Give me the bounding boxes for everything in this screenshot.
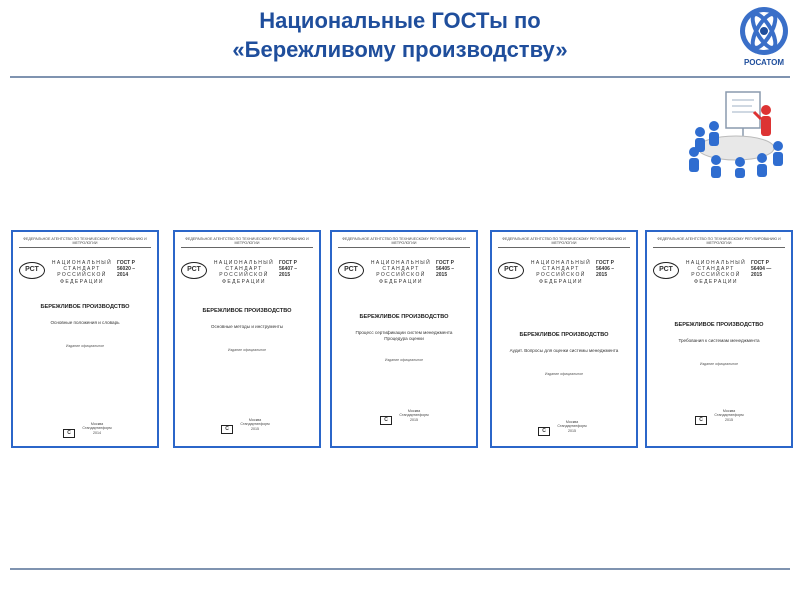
document-series: БЕРЕЖЛИВОЕ ПРОИЗВОДСТВО <box>202 308 292 314</box>
gost-emblem-icon: РСТ <box>338 262 364 279</box>
gost-emblem-icon: РСТ <box>653 262 679 279</box>
agency-header: ФЕДЕРАЛЬНОЕ АГЕНТСТВО ПО ТЕХНИЧЕСКОМУ РЕГУЛИРОВАНИЮ И МЕТРОЛОГИИ <box>19 237 151 248</box>
standard-block <box>370 260 432 285</box>
title-line-1: Национальные ГОСТы по <box>259 8 541 33</box>
atom-icon <box>734 4 794 58</box>
publisher-mark-icon: С <box>221 425 233 434</box>
publisher-info <box>394 409 434 422</box>
standard-line: НАЦИОНАЛЬНЫЙ <box>685 260 747 266</box>
publisher-line: Москва <box>407 409 421 413</box>
publisher-info <box>235 418 275 431</box>
standard-block <box>530 260 592 285</box>
gost-number <box>117 260 157 278</box>
gost-number-line: 56407 – <box>279 266 298 272</box>
gost-number <box>436 260 476 278</box>
publisher-line: Стандартинформ <box>557 424 587 429</box>
publisher-info <box>709 409 749 422</box>
gost-number <box>279 260 319 278</box>
standard-line: СТАНДАРТ <box>542 266 580 273</box>
document-series: БЕРЕЖЛИВОЕ ПРОИЗВОДСТВО <box>519 332 609 338</box>
logo-text: РОСАТОМ <box>744 58 784 67</box>
standard-line: ФЕДЕРАЦИИ <box>60 278 104 285</box>
gost-number <box>751 260 791 278</box>
standard-line: ФЕДЕРАЦИИ <box>222 278 266 285</box>
gost-number-line: ГОСТ Р <box>751 260 769 266</box>
standard-line: СТАНДАРТ <box>382 266 420 273</box>
edition-note: Издание официальное <box>699 362 739 366</box>
gost-number-line: 56020 – <box>117 266 136 272</box>
publisher-line: 2015 <box>251 426 259 431</box>
standard-block <box>213 260 275 285</box>
top-divider <box>10 76 790 78</box>
publisher-line: 2015 <box>568 428 576 433</box>
gost-number-line: 56406 – <box>596 266 615 272</box>
publisher-line: Москва <box>722 409 736 413</box>
standard-line: ФЕДЕРАЦИИ <box>539 278 583 285</box>
publisher-info <box>552 420 592 433</box>
document-series: БЕРЕЖЛИВОЕ ПРОИЗВОДСТВО <box>674 322 764 328</box>
gost-number-line: 2015 <box>436 272 448 278</box>
rosatom-logo <box>734 4 794 72</box>
standard-block <box>51 260 113 285</box>
standard-line: НАЦИОНАЛЬНЫЙ <box>370 260 432 266</box>
publisher-line: Стандартинформ <box>240 422 270 427</box>
agency-header: ФЕДЕРАЛЬНОЕ АГЕНТСТВО ПО ТЕХНИЧЕСКОМУ РЕГУЛИРОВАНИЮ И МЕТРОЛОГИИ <box>498 237 630 248</box>
standard-line: РОССИЙСКОЙ <box>536 272 586 279</box>
standard-line: НАЦИОНАЛЬНЫЙ <box>530 260 592 266</box>
standard-line: РОССИЙСКОЙ <box>376 272 426 279</box>
gost-document-5 <box>645 230 793 448</box>
document-subtitle <box>500 348 628 354</box>
gost-document-2 <box>173 230 321 448</box>
publisher-line: Стандартинформ <box>714 413 744 418</box>
gost-number-line: ГОСТ Р <box>436 260 454 266</box>
document-subtitle <box>21 320 149 326</box>
document-subtitle <box>183 324 311 330</box>
subtitle-line: Основные методы и инструменты <box>210 324 284 329</box>
gost-document-1 <box>11 230 159 448</box>
standard-line: РОССИЙСКОЙ <box>691 272 741 279</box>
slide-title <box>170 6 630 64</box>
publisher-line: Москва <box>565 420 579 424</box>
standard-line: НАЦИОНАЛЬНЫЙ <box>51 260 113 266</box>
publisher-line: Москва <box>90 422 104 426</box>
document-series: БЕРЕЖЛИВОЕ ПРОИЗВОДСТВО <box>359 314 449 320</box>
subtitle-line: Требования к системам менеджмента <box>678 338 760 343</box>
gost-emblem-icon: РСТ <box>181 262 207 279</box>
agency-header: ФЕДЕРАЛЬНОЕ АГЕНТСТВО ПО ТЕХНИЧЕСКОМУ РЕГУЛИРОВАНИЮ И МЕТРОЛОГИИ <box>338 237 470 248</box>
gost-emblem-icon: РСТ <box>498 262 524 279</box>
standard-block <box>685 260 747 285</box>
gost-number-line: ГОСТ Р <box>117 260 135 266</box>
subtitle-line: Процедура оценки <box>384 335 424 341</box>
standard-line: РОССИЙСКОЙ <box>219 272 269 279</box>
publisher-line: 2015 <box>410 417 418 422</box>
gost-number-line: 2015 <box>279 272 291 278</box>
document-series: БЕРЕЖЛИВОЕ ПРОИЗВОДСТВО <box>40 304 130 310</box>
gost-number-line: ГОСТ Р <box>596 260 614 266</box>
agency-header: ФЕДЕРАЛЬНОЕ АГЕНТСТВО ПО ТЕХНИЧЕСКОМУ РЕГУЛИРОВАНИЮ И МЕТРОЛОГИИ <box>653 237 785 248</box>
standard-line: ФЕДЕРАЦИИ <box>379 278 423 285</box>
bottom-divider <box>10 568 790 570</box>
presentation-clipart <box>682 88 790 178</box>
subtitle-line: Процесс сертификации систем менеджмента <box>355 330 453 335</box>
subtitle-line: Основные положения и словарь <box>50 320 120 325</box>
gost-number <box>596 260 636 278</box>
publisher-line: Стандартинформ <box>399 413 429 418</box>
gost-number-line: 56404 — <box>751 266 772 272</box>
document-subtitle <box>655 338 783 344</box>
edition-note: Издание официальное <box>227 348 267 352</box>
title-line-2: «Бережливому производству» <box>232 37 568 62</box>
gost-number-line: 2015 <box>596 272 608 278</box>
publisher-mark-icon: С <box>63 429 75 438</box>
edition-note: Издание официальное <box>65 344 105 348</box>
document-subtitle <box>340 330 468 341</box>
gost-number-line: 56405 – <box>436 266 455 272</box>
gost-number-line: ГОСТ Р <box>279 260 297 266</box>
publisher-mark-icon: С <box>695 416 707 425</box>
standard-line: СТАНДАРТ <box>63 266 101 273</box>
publisher-mark-icon: С <box>380 416 392 425</box>
agency-header: ФЕДЕРАЛЬНОЕ АГЕНТСТВО ПО ТЕХНИЧЕСКОМУ РЕГУЛИРОВАНИЮ И МЕТРОЛОГИИ <box>181 237 313 248</box>
publisher-line: 2015 <box>725 417 733 422</box>
standard-line: НАЦИОНАЛЬНЫЙ <box>213 260 275 266</box>
standard-line: ФЕДЕРАЦИИ <box>694 278 738 285</box>
edition-note: Издание официальное <box>544 372 584 376</box>
subtitle-line: Аудит. Вопросы для оценки системы менеджмента <box>509 348 619 353</box>
gost-emblem-icon: РСТ <box>19 262 45 279</box>
publisher-line: Стандартинформ <box>82 426 112 431</box>
standard-line: СТАНДАРТ <box>225 266 263 273</box>
gost-document-4 <box>490 230 638 448</box>
publisher-line: 2014 <box>93 430 101 435</box>
publisher-mark-icon: С <box>538 427 550 436</box>
gost-number-line: 2015 <box>751 272 763 278</box>
publisher-info <box>77 422 117 435</box>
standard-line: РОССИЙСКОЙ <box>57 272 107 279</box>
gost-document-3 <box>330 230 478 448</box>
edition-note: Издание официальное <box>384 358 424 362</box>
standard-line: СТАНДАРТ <box>697 266 735 273</box>
gost-number-line: 2014 <box>117 272 129 278</box>
publisher-line: Москва <box>248 418 262 422</box>
